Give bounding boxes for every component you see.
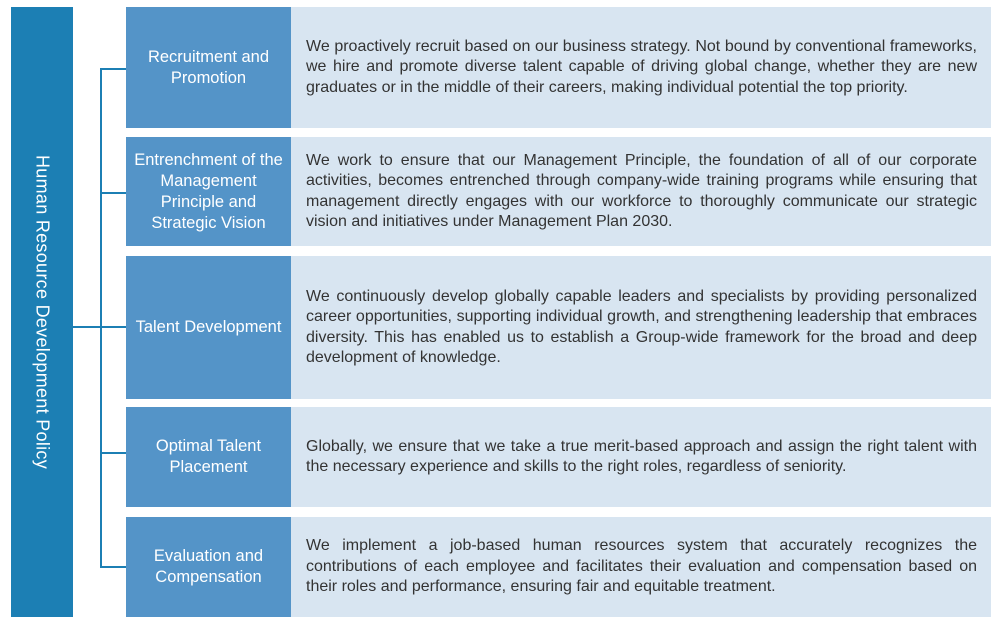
row-description	[291, 517, 991, 617]
connector-branch-5	[100, 566, 126, 568]
row-label: Recruitment and Promotion	[126, 7, 291, 128]
connector-trunk	[100, 68, 102, 568]
connector-stub	[73, 326, 102, 328]
policy-row-talent-development	[126, 256, 991, 399]
row-label: Optimal Talent Placement	[126, 407, 291, 507]
row-label: Evaluation and Compensation	[126, 517, 291, 617]
row-label: Talent Development	[126, 256, 291, 399]
row-description	[291, 407, 991, 507]
row-label: Entrenchment of the Management Principle and Strategic Vision	[126, 137, 291, 246]
policy-row-talent-placement	[126, 407, 991, 507]
row-description-text: We work to ensure that our Management Principle, the foundation of all of our corporate activities, becomes entrenched through company-wide training programs while ensuring that management directly engages with our workforce to thoroughly communicate our strategic vision and initiatives under Management Plan 2030.	[306, 151, 977, 230]
row-description	[291, 256, 991, 399]
policy-row-evaluation	[126, 517, 991, 617]
connector-branch-1	[100, 68, 126, 70]
connector-branch-4	[100, 452, 126, 454]
row-description-text: We continuously develop globally capable leaders and specialists by providing personalized career opportunities, supporting individual growth, and strengthening leadership that embraces diversity. This has enabled us to establish a Group-wide framework for the broad and deep development of knowledge.	[306, 287, 977, 366]
connector-branch-3	[100, 326, 126, 328]
row-description-text: We proactively recruit based on our business strategy. Not bound by conventional frameworks, we hire and promote diverse talent capable of driving global change, whether they are new graduates or in the middle of their careers, making individual potential the top priority.	[306, 37, 977, 96]
row-description	[291, 7, 991, 128]
connector-branch-2	[100, 192, 126, 194]
policy-title-bar	[11, 7, 73, 617]
row-description	[291, 137, 991, 246]
row-description-text: Globally, we ensure that we take a true merit-based approach and assign the right talent with the necessary experience and skills to the right roles, regardless of seniority.	[306, 437, 977, 475]
policy-row-recruitment	[126, 7, 991, 128]
policy-row-management-principle	[126, 137, 991, 246]
row-description-text: We implement a job-based human resources system that accurately recognizes the contributions of each employee and facilitates their evaluation and compensation based on their roles and performance, ensuring fair and equitable treatment.	[306, 537, 977, 596]
policy-title: Human Resource Development Policy	[32, 154, 53, 470]
